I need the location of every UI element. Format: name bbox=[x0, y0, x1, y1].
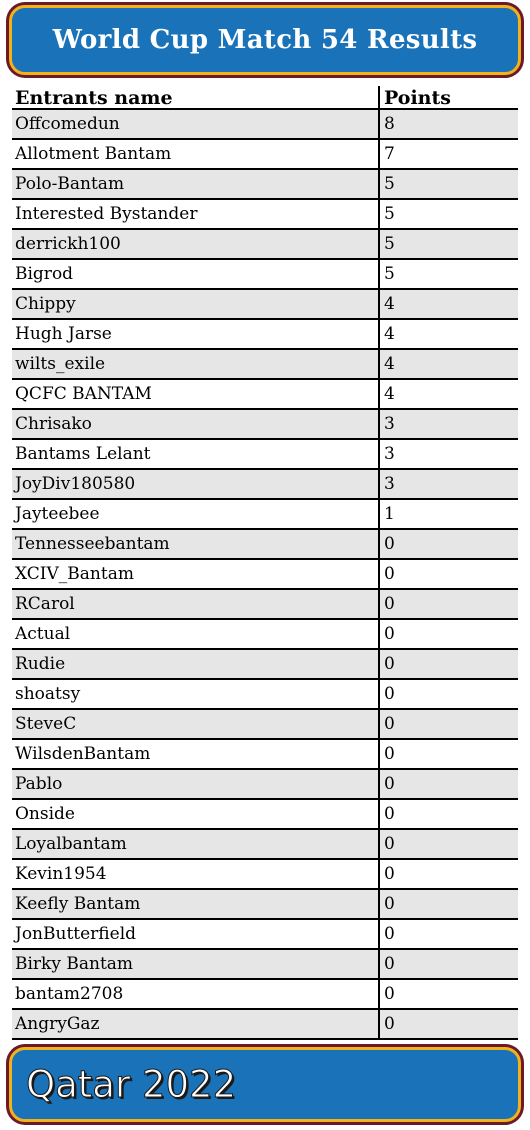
entrant-name-cell: Keefly Bantam bbox=[12, 889, 379, 919]
table-row bbox=[12, 559, 518, 589]
table-row bbox=[12, 709, 518, 739]
points-cell: 0 bbox=[379, 649, 518, 679]
entrant-name-cell: wilts_exile bbox=[12, 349, 379, 379]
table-row bbox=[12, 949, 518, 979]
points-cell: 4 bbox=[379, 319, 518, 349]
entrant-name-cell: Polo-Bantam bbox=[12, 169, 379, 199]
table-row bbox=[12, 169, 518, 199]
entrant-name-cell: Interested Bystander bbox=[12, 199, 379, 229]
table-row bbox=[12, 409, 518, 439]
points-cell: 0 bbox=[379, 769, 518, 799]
table-row bbox=[12, 349, 518, 379]
results-table bbox=[12, 86, 518, 1040]
entrant-name-cell: SteveC bbox=[12, 709, 379, 739]
points-cell: 0 bbox=[379, 829, 518, 859]
entrant-name-cell: bantam2708 bbox=[12, 979, 379, 1009]
table-row bbox=[12, 379, 518, 409]
points-cell: 8 bbox=[379, 109, 518, 139]
table-row bbox=[12, 499, 518, 529]
table-row bbox=[12, 109, 518, 139]
entrant-name-cell: Hugh Jarse bbox=[12, 319, 379, 349]
page-title: World Cup Match 54 Results bbox=[52, 25, 478, 55]
entrant-name-cell: Chippy bbox=[12, 289, 379, 319]
entrant-name-cell: Allotment Bantam bbox=[12, 139, 379, 169]
points-cell: 0 bbox=[379, 739, 518, 769]
table-row bbox=[12, 139, 518, 169]
entrant-name-cell: Jayteebee bbox=[12, 499, 379, 529]
points-cell: 3 bbox=[379, 439, 518, 469]
table-row bbox=[12, 469, 518, 499]
points-cell: 3 bbox=[379, 409, 518, 439]
points-cell: 3 bbox=[379, 469, 518, 499]
table-row bbox=[12, 529, 518, 559]
points-cell: 4 bbox=[379, 379, 518, 409]
table-row bbox=[12, 889, 518, 919]
entrant-name-cell: WilsdenBantam bbox=[12, 739, 379, 769]
entrant-name-cell: Tennesseebantam bbox=[12, 529, 379, 559]
points-cell: 0 bbox=[379, 589, 518, 619]
column-header-points: Points bbox=[379, 86, 518, 109]
table-row bbox=[12, 679, 518, 709]
entrant-name-cell: shoatsy bbox=[12, 679, 379, 709]
points-cell: 0 bbox=[379, 529, 518, 559]
entrant-name-cell: derrickh100 bbox=[12, 229, 379, 259]
entrant-name-cell: Birky Bantam bbox=[12, 949, 379, 979]
points-cell: 0 bbox=[379, 709, 518, 739]
entrant-name-cell: AngryGaz bbox=[12, 1009, 379, 1039]
table-row bbox=[12, 259, 518, 289]
table-row bbox=[12, 739, 518, 769]
table-header-row bbox=[12, 86, 518, 109]
entrant-name-cell: RCarol bbox=[12, 589, 379, 619]
points-cell: 5 bbox=[379, 169, 518, 199]
table-row bbox=[12, 799, 518, 829]
entrant-name-cell: XCIV_Bantam bbox=[12, 559, 379, 589]
table-row bbox=[12, 649, 518, 679]
points-cell: 0 bbox=[379, 799, 518, 829]
entrant-name-cell: Offcomedun bbox=[12, 109, 379, 139]
points-cell: 1 bbox=[379, 499, 518, 529]
entrant-name-cell: Chrisako bbox=[12, 409, 379, 439]
points-cell: 0 bbox=[379, 559, 518, 589]
entrant-name-cell: Onside bbox=[12, 799, 379, 829]
entrant-name-cell: Pablo bbox=[12, 769, 379, 799]
results-body bbox=[12, 109, 518, 1039]
table-row bbox=[12, 829, 518, 859]
points-cell: 0 bbox=[379, 679, 518, 709]
points-cell: 5 bbox=[379, 229, 518, 259]
entrant-name-cell: JoyDiv180580 bbox=[12, 469, 379, 499]
points-cell: 0 bbox=[379, 1009, 518, 1039]
points-cell: 0 bbox=[379, 619, 518, 649]
entrant-name-cell: Rudie bbox=[12, 649, 379, 679]
table-row bbox=[12, 619, 518, 649]
entrant-name-cell: Bantams Lelant bbox=[12, 439, 379, 469]
table-row bbox=[12, 289, 518, 319]
points-cell: 0 bbox=[379, 949, 518, 979]
table-row bbox=[12, 319, 518, 349]
table-row bbox=[12, 1009, 518, 1039]
entrant-name-cell: JonButterfield bbox=[12, 919, 379, 949]
table-row bbox=[12, 769, 518, 799]
table-row bbox=[12, 919, 518, 949]
table-row bbox=[12, 589, 518, 619]
points-cell: 5 bbox=[379, 259, 518, 289]
column-header-name: Entrants name bbox=[12, 86, 379, 109]
table-row bbox=[12, 229, 518, 259]
points-cell: 4 bbox=[379, 349, 518, 379]
entrant-name-cell: Kevin1954 bbox=[12, 859, 379, 889]
points-cell: 0 bbox=[379, 889, 518, 919]
entrant-name-cell: Loyalbantam bbox=[12, 829, 379, 859]
points-cell: 0 bbox=[379, 979, 518, 1009]
footer-text: Qatar 2022 bbox=[26, 1063, 237, 1106]
table-row bbox=[12, 439, 518, 469]
table-row bbox=[12, 859, 518, 889]
entrant-name-cell: Actual bbox=[12, 619, 379, 649]
points-cell: 0 bbox=[379, 919, 518, 949]
footer-banner bbox=[9, 1047, 521, 1122]
entrant-name-cell: Bigrod bbox=[12, 259, 379, 289]
table-row bbox=[12, 979, 518, 1009]
entrant-name-cell: QCFC BANTAM bbox=[12, 379, 379, 409]
points-cell: 4 bbox=[379, 289, 518, 319]
table-row bbox=[12, 199, 518, 229]
points-cell: 0 bbox=[379, 859, 518, 889]
points-cell: 5 bbox=[379, 199, 518, 229]
points-cell: 7 bbox=[379, 139, 518, 169]
title-banner bbox=[9, 5, 521, 75]
